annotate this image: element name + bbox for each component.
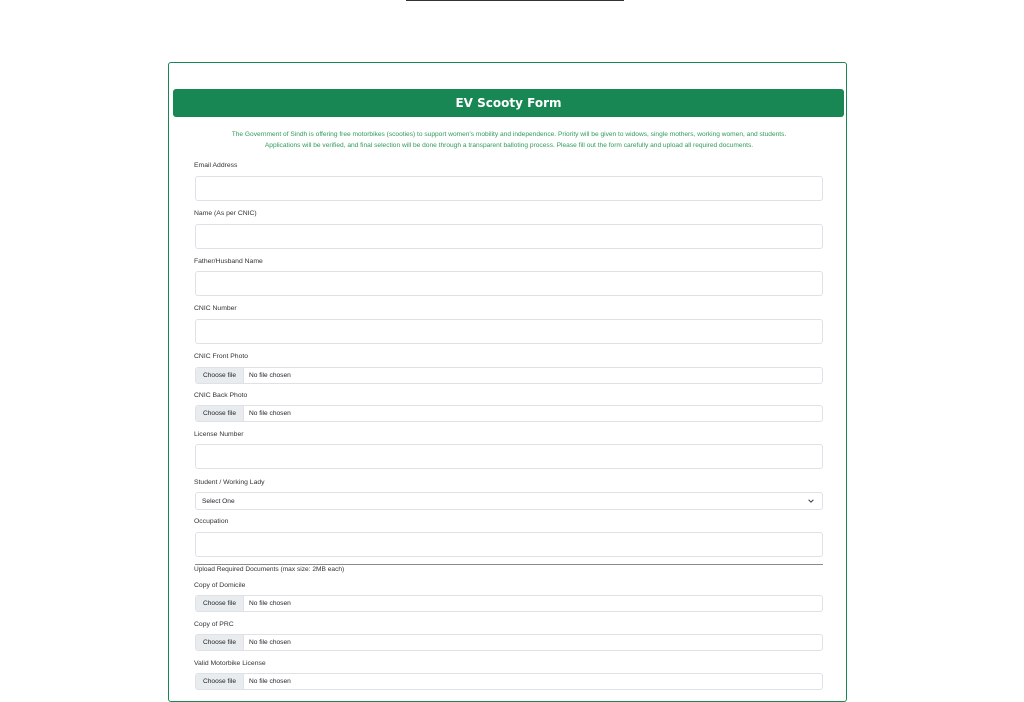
cnic-number-label: CNIC Number: [194, 305, 237, 312]
intro-line-1: The Government of Sindh is offering free motorbikes (scooties) to support women's mobility and independence. Priority will be given to widows, single mothers, working women, and students.: [231, 131, 787, 138]
occupation-field[interactable]: [195, 532, 823, 557]
cnic-front-file-input[interactable]: [195, 367, 823, 384]
email-field[interactable]: [195, 176, 823, 201]
prc-label: Copy of PRC: [194, 621, 234, 628]
form-intro: [199, 129, 819, 151]
file-status-text: No file chosen: [249, 678, 291, 685]
intro-line-2: Applications will be verified, and final selection will be done through a transparent balloting process. Please fill out the form carefully and upload all required documents.: [264, 142, 754, 149]
chevron-down-icon: [807, 497, 815, 505]
file-status-text: No file chosen: [249, 600, 291, 607]
form-header: [173, 89, 844, 117]
student-working-label: Student / Working Lady: [194, 479, 265, 486]
father-husband-field[interactable]: [195, 271, 823, 296]
license-number-field[interactable]: [195, 444, 823, 469]
file-status-text: No file chosen: [249, 639, 291, 646]
student-working-select[interactable]: [195, 492, 823, 510]
cnic-number-field[interactable]: [195, 319, 823, 344]
section-divider: [195, 564, 823, 565]
form-title: EV Scooty Form: [455, 96, 562, 110]
motorbike-license-label: Valid Motorbike License: [194, 660, 266, 667]
cnic-back-file-input[interactable]: [195, 405, 823, 422]
file-status-text: No file chosen: [249, 410, 291, 417]
documents-heading: Upload Required Documents (max size: 2MB each): [194, 566, 345, 573]
domicile-file-input[interactable]: [195, 595, 823, 612]
file-status-text: No file chosen: [249, 372, 291, 379]
prc-file-input[interactable]: [195, 634, 823, 651]
occupation-label: Occupation: [194, 518, 229, 525]
father-husband-label: Father/Husband Name: [194, 258, 263, 265]
choose-file-button[interactable]: Choose file: [196, 368, 244, 383]
domicile-label: Copy of Domicile: [194, 582, 246, 589]
name-field[interactable]: [195, 224, 823, 249]
license-number-label: License Number: [194, 431, 244, 438]
name-label: Name (As per CNIC): [194, 210, 257, 217]
motorbike-license-file-input[interactable]: [195, 673, 823, 690]
ev-scooty-form-card: [168, 62, 847, 702]
email-label: Email Address: [194, 162, 238, 169]
choose-file-button[interactable]: Choose file: [196, 596, 244, 611]
choose-file-button[interactable]: Choose file: [196, 635, 244, 650]
choose-file-button[interactable]: Choose file: [196, 406, 244, 421]
top-divider-line: [406, 0, 624, 1]
cnic-back-label: CNIC Back Photo: [194, 392, 248, 399]
select-value: Select One: [202, 497, 235, 505]
choose-file-button[interactable]: Choose file: [196, 674, 244, 689]
cnic-front-label: CNIC Front Photo: [194, 353, 249, 360]
